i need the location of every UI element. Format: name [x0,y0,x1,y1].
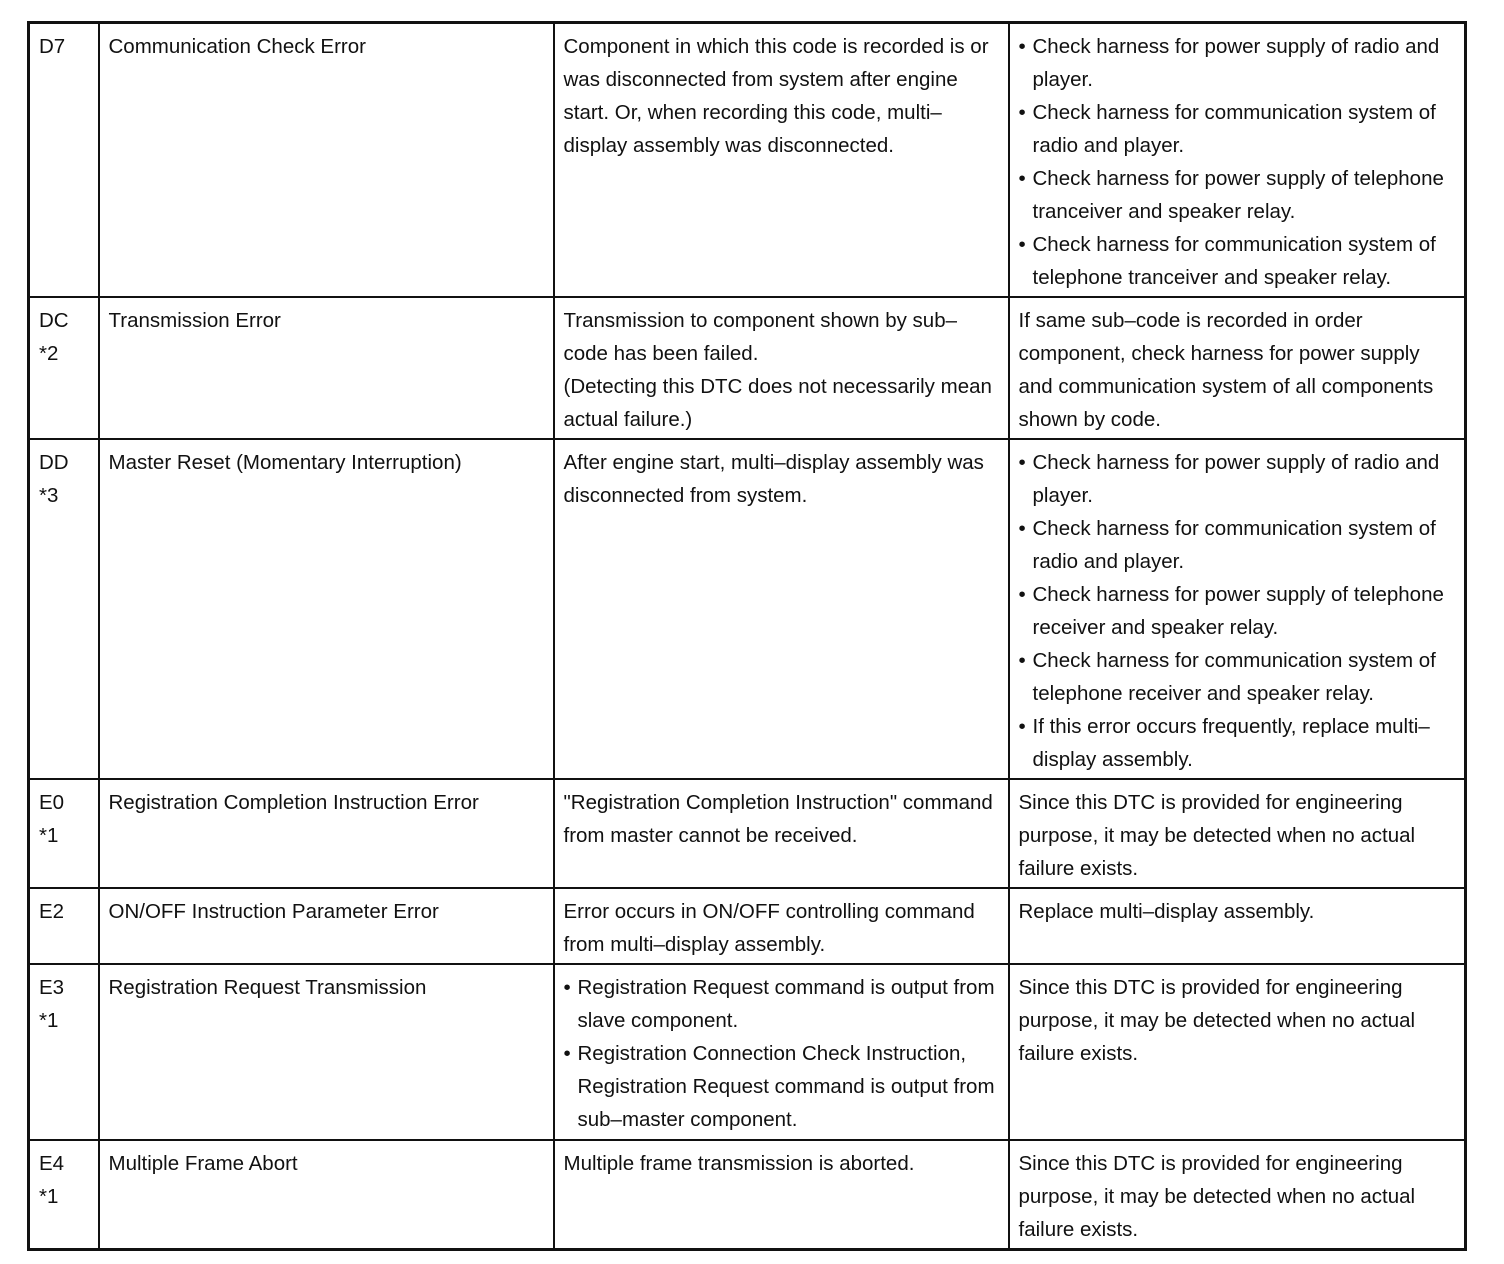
dtc-remedy-cell [1009,439,1466,779]
dtc-title: ON/OFF Instruction Parameter Error [108,900,439,923]
dtc-title: Transmission Error [108,309,281,332]
dtc-title-cell [99,964,554,1140]
dtc-note: *3 [39,484,59,507]
table-row [29,1140,1466,1250]
dtc-code: DC [39,309,69,332]
list-item: • Check harness for communication system of telephone receiver and speaker relay. [1019,644,1457,710]
dtc-code-cell [29,888,99,964]
dtc-title-cell [99,297,554,439]
dtc-condition: Component in which this code is recorded is or was disconnected from system after engine start. Or, when recording this code, multi–display assembly was disconnected. [563,35,989,157]
table-row [29,439,1466,779]
list-item: • Check harness for communication system of radio and player. [1019,96,1457,162]
dtc-note: *1 [39,1185,59,1208]
dtc-condition-cell [554,1140,1009,1250]
dtc-note: *1 [39,824,59,847]
dtc-condition: After engine start, multi–display assembly was disconnected from system. [563,451,984,507]
dtc-code: E0 [39,791,65,814]
list-item: • If this error occurs frequently, replace multi–display assembly. [1019,710,1457,776]
dtc-title-cell [99,779,554,888]
table-row [29,964,1466,1140]
list-item: • Check harness for communication system of radio and player. [1019,512,1457,578]
dtc-code-cell [29,964,99,1140]
dtc-title: Multiple Frame Abort [108,1152,298,1175]
dtc-title: Communication Check Error [108,35,366,58]
dtc-code-cell [29,297,99,439]
list-item: • Check harness for power supply of radio and player. [1019,446,1457,512]
dtc-condition: Error occurs in ON/OFF controlling command from multi–display assembly. [563,900,975,956]
dtc-title: Registration Completion Instruction Error [108,791,479,814]
list-item: • Registration Request command is output from slave component. [564,971,1000,1037]
table-row [29,779,1466,888]
dtc-remedy-cell [1009,888,1466,964]
list-item: • Check harness for power supply of radio and player. [1019,30,1457,96]
dtc-code: DD [39,451,69,474]
dtc-title: Master Reset (Momentary Interruption) [108,451,462,474]
dtc-remedy: Since this DTC is provided for engineering purpose, it may be detected when no actual failure exists. [1018,976,1416,1065]
dtc-code-cell [29,439,99,779]
dtc-remedy: Replace multi–display assembly. [1018,900,1315,923]
dtc-table [27,21,1467,1251]
table-row [29,888,1466,964]
dtc-condition-cell [554,439,1009,779]
dtc-condition-cell [554,23,1009,298]
list-item: • Check harness for power supply of telephone tranceiver and speaker relay. [1019,162,1457,228]
table-row [29,23,1466,298]
list-item: • Check harness for communication system of telephone tranceiver and speaker relay. [1019,228,1457,294]
table-row [29,297,1466,439]
dtc-remedy-cell [1009,1140,1466,1250]
dtc-remedy-cell [1009,779,1466,888]
dtc-condition: Transmission to component shown by sub–code has been failed. [563,309,957,365]
dtc-title-cell [99,888,554,964]
list-item: • Registration Connection Check Instruction, Registration Request command is output from sub–master component. [564,1037,1000,1136]
dtc-title-cell [99,1140,554,1250]
remedy-list [1019,446,1457,776]
dtc-remedy-cell [1009,23,1466,298]
dtc-note: *1 [39,1009,59,1032]
dtc-condition-cell [554,964,1009,1140]
list-item: • Check harness for power supply of telephone receiver and speaker relay. [1019,578,1457,644]
condition-list [564,971,1000,1136]
dtc-code: D7 [39,35,66,58]
dtc-remedy: Since this DTC is provided for engineering purpose, it may be detected when no actual failure exists. [1018,791,1416,880]
dtc-condition-cell [554,297,1009,439]
dtc-condition: (Detecting this DTC does not necessarily mean actual failure.) [563,375,992,431]
dtc-remedy: If same sub–code is recorded in order component, check harness for power supply and communication system of all components shown by code. [1018,309,1434,431]
dtc-condition: Multiple frame transmission is aborted. [563,1152,915,1175]
dtc-title-cell [99,439,554,779]
remedy-list [1019,30,1457,294]
dtc-code-cell [29,23,99,298]
dtc-remedy-cell [1009,297,1466,439]
dtc-remedy-cell [1009,964,1466,1140]
dtc-condition-cell [554,779,1009,888]
dtc-title-cell [99,23,554,298]
dtc-code-cell [29,779,99,888]
dtc-code: E2 [39,900,65,923]
dtc-title: Registration Request Transmission [108,976,427,999]
dtc-condition-cell [554,888,1009,964]
dtc-note: *2 [39,342,59,365]
dtc-code: E3 [39,976,65,999]
dtc-remedy: Since this DTC is provided for engineering purpose, it may be detected when no actual failure exists. [1018,1152,1416,1241]
dtc-condition: "Registration Completion Instruction" command from master cannot be received. [563,791,993,847]
dtc-code-cell [29,1140,99,1250]
dtc-code: E4 [39,1152,65,1175]
